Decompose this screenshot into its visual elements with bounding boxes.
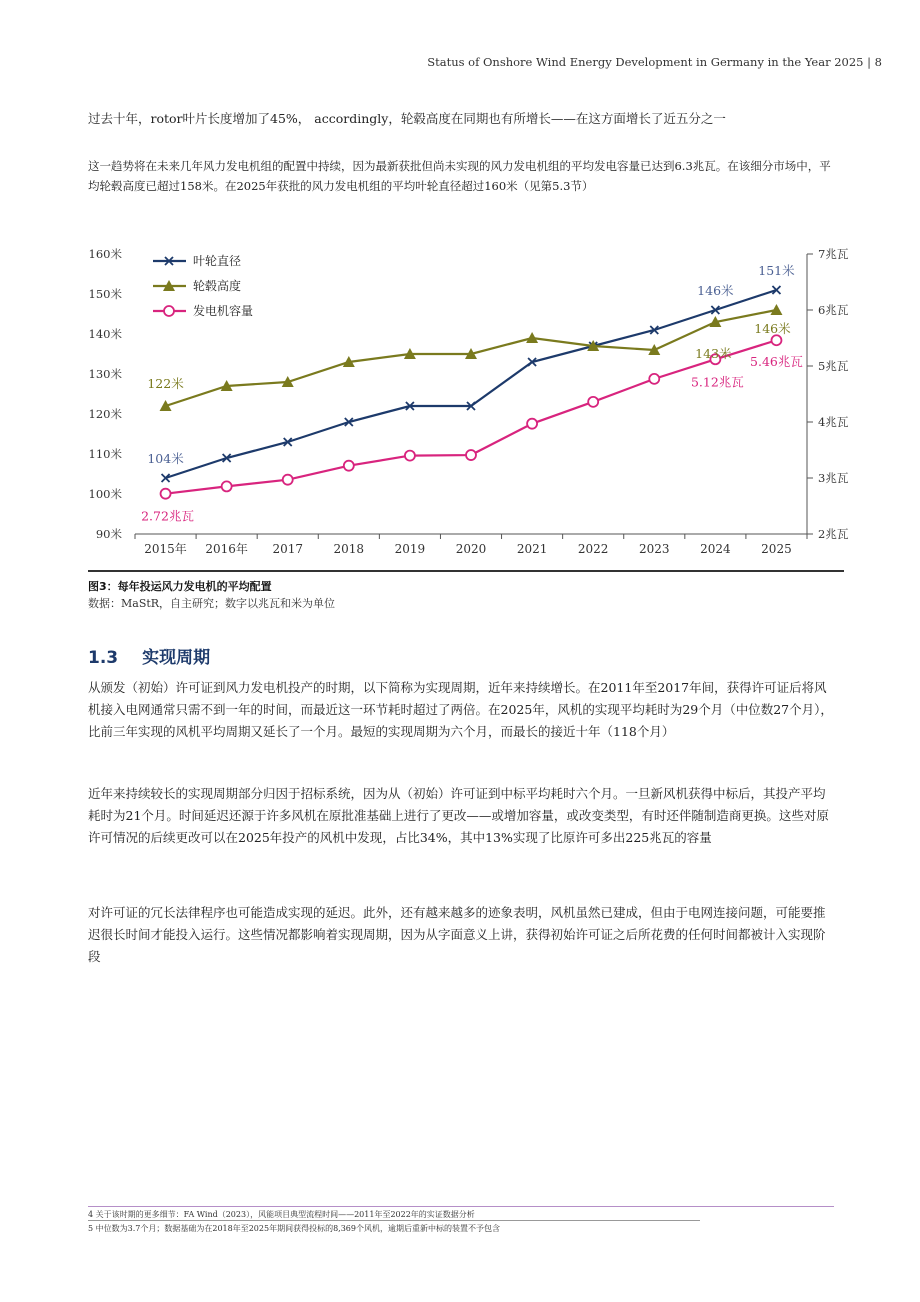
x-tick-label: 2019 bbox=[394, 542, 426, 556]
data-label: 5.46兆瓦 bbox=[750, 354, 803, 370]
left-y-tick-label: 120米 bbox=[88, 407, 122, 421]
x-tick-label: 2016年 bbox=[205, 542, 248, 556]
capacity-point bbox=[405, 451, 415, 461]
right-y-tick-label: 6兆瓦 bbox=[818, 303, 849, 317]
data-label: 143米 bbox=[695, 346, 732, 361]
figure-caption-title: 图3：每年投运风力发电机的平均配置 bbox=[88, 580, 272, 593]
x-tick-label: 2022 bbox=[577, 542, 609, 556]
left-y-tick-label: 130米 bbox=[88, 367, 122, 381]
x-tick-label: 2023 bbox=[638, 542, 670, 556]
section-number: 1.3 bbox=[88, 648, 119, 668]
x-tick-label: 2020 bbox=[455, 542, 487, 556]
hub-height-point bbox=[770, 304, 782, 315]
running-header: Status of Onshore Wind Energy Development in Germany in the Year 2025 | 8 bbox=[427, 55, 882, 69]
paragraph-3: 对许可证的冗长法律程序也可能造成实现的延迟。此外，还有越来越多的迹象表明，风机虽然已建成，但由于电网连接问题，可能要推迟很长时间才能投入运行。这些情况都影响着实现周期，因为从字面意义上讲，获得初始许可证之后所花费的任何时间都被计入实现阶段 bbox=[88, 905, 826, 964]
section-title: 实现周期 bbox=[142, 648, 211, 668]
legend-label: 轮毂高度 bbox=[193, 279, 242, 293]
data-label: 122米 bbox=[147, 376, 184, 391]
capacity-point bbox=[164, 306, 174, 316]
footnote-5: 5 中位数为3.7个月；数据基础为在2018年至2025年期间获得投标的8,369个风机，逾期后重新中标的装置不予包含 bbox=[88, 1224, 500, 1233]
trend-paragraph: 这一趋势将在未来几年风力发电机组的配置中持续，因为最新获批但尚未实现的风力发电机组的平均发电容量已达到6.3兆瓦。在该细分市场中，平均轮毂高度已超过158米。在2025年获批的风力发电机组的平均叶轮直径超过160米（见第5.3节） bbox=[88, 159, 831, 193]
capacity-point bbox=[466, 450, 476, 460]
footnote-rule bbox=[88, 1206, 834, 1207]
data-label: 146米 bbox=[754, 321, 791, 336]
left-y-tick-label: 160米 bbox=[88, 247, 122, 261]
capacity-line bbox=[166, 340, 777, 493]
configuration-line-chart bbox=[80, 240, 870, 570]
left-y-tick-label: 110米 bbox=[88, 447, 122, 461]
x-tick-label: 2024 bbox=[700, 542, 731, 556]
capacity-point bbox=[222, 481, 232, 491]
footnote-underline bbox=[88, 1220, 700, 1221]
caption-rule bbox=[88, 570, 844, 572]
right-y-tick-label: 3兆瓦 bbox=[818, 471, 849, 485]
data-label: 104米 bbox=[147, 451, 184, 466]
capacity-point bbox=[649, 374, 659, 384]
legend-label: 叶轮直径 bbox=[193, 254, 242, 268]
figure-caption-source: 数据：MaStR，自主研究；数字以兆瓦和米为单位 bbox=[88, 597, 336, 610]
capacity-point bbox=[161, 489, 171, 499]
x-tick-label: 2015年 bbox=[144, 542, 187, 556]
right-y-tick-label: 7兆瓦 bbox=[818, 247, 849, 261]
left-y-tick-label: 90米 bbox=[95, 527, 122, 541]
x-tick-label: 2025 bbox=[761, 542, 792, 556]
data-label: 151米 bbox=[758, 263, 795, 278]
right-y-tick-label: 4兆瓦 bbox=[818, 415, 849, 429]
paragraph-2: 近年来持续较长的实现周期部分归因于招标系统，因为从（初始）许可证到中标平均耗时六个月。一旦新风机获得中标后，其投产平均耗时为21个月。时间延迟还源于许多风机在原批准基础上进行了更改——或增加容量，或改变类型，有时还伴随制造商更换。这些对原许可情况的后续更改可以在2025年投产的风机中发现，占比34%，其中13%实现了比原许可多出225兆瓦的容量 bbox=[88, 786, 829, 845]
x-tick-label: 2017 bbox=[272, 542, 304, 556]
x-tick-label: 2021 bbox=[516, 542, 548, 556]
left-y-tick-label: 140米 bbox=[88, 327, 122, 341]
legend-label: 发电机容量 bbox=[193, 304, 254, 318]
footnote-4: 4 关于该时期的更多细节：FA Wind（2023），风能项目典型流程时间——2011年至2022年的实证数据分析 bbox=[88, 1210, 475, 1219]
section-heading bbox=[88, 643, 210, 668]
intro-paragraph: 过去十年，rotor叶片长度增加了45%， accordingly，轮毂高度在同期也有所增长——在这方面增长了近五分之一 bbox=[88, 111, 726, 126]
capacity-point bbox=[588, 397, 598, 407]
left-y-tick-label: 150米 bbox=[88, 287, 122, 301]
x-tick-label: 2018 bbox=[333, 542, 365, 556]
capacity-point bbox=[771, 335, 781, 345]
right-y-tick-label: 2兆瓦 bbox=[818, 527, 849, 541]
data-label: 146米 bbox=[697, 283, 734, 298]
data-label: 2.72兆瓦 bbox=[141, 508, 194, 524]
data-label: 5.12兆瓦 bbox=[690, 374, 744, 390]
capacity-point bbox=[527, 419, 537, 429]
paragraph-1: 从颁发（初始）许可证到风力发电机投产的时期，以下简称为实现周期，近年来持续增长。在2011年至2017年间，获得许可证后将风机接入电网通常只需不到一年的时间，而最近这一环节耗时超过了两倍。在2025年，风机的实现平均耗时为29个月（中位数27个月），比前三年实现的风机平均周期又延长了一个月。最短的实现周期为六个月，而最长的接近十年（118个月） bbox=[88, 680, 833, 739]
right-y-tick-label: 5兆瓦 bbox=[818, 359, 849, 373]
left-y-tick-label: 100米 bbox=[88, 487, 122, 501]
capacity-point bbox=[283, 475, 293, 485]
capacity-point bbox=[344, 461, 354, 471]
